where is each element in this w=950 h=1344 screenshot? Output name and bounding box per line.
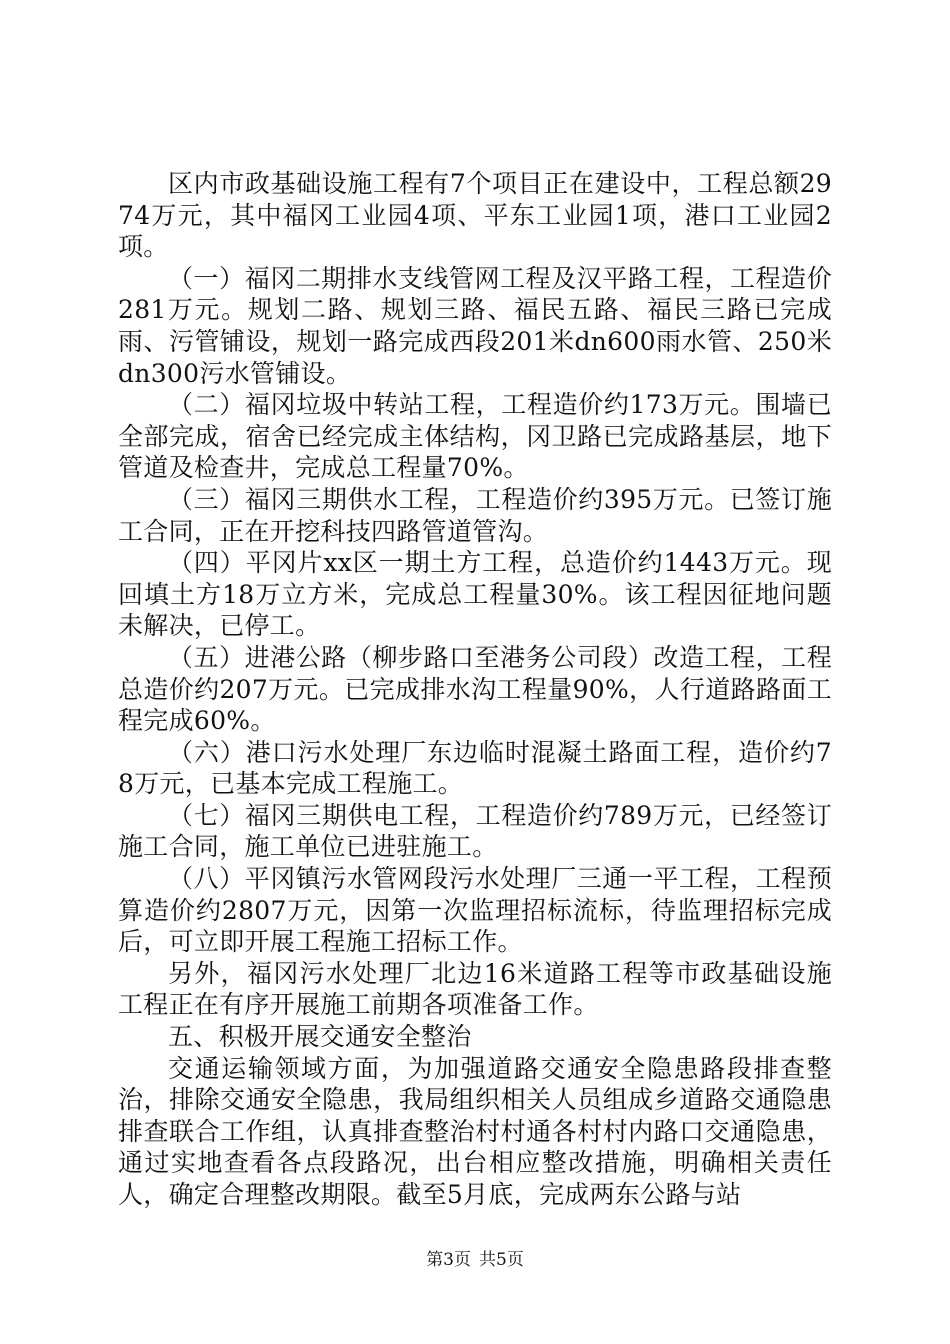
section-heading: 五、积极开展交通安全整治 — [168, 1022, 472, 1052]
page-footer — [0, 1249, 950, 1271]
page-number-current: 第3页 — [426, 1250, 471, 1270]
paragraph-item-2: （二）福冈垃圾中转站工程，工程造价约173万元。围墙已全部完成，宿舍已经完成主体结构，冈卫路已完成路基层，地下管道及检查井，完成总工程量70%。 — [118, 390, 832, 483]
paragraph-additional: 另外，福冈污水处理厂北边16米道路工程等市政基础设施工程正在有序开展施工前期各项准备工作。 — [118, 958, 832, 1020]
paragraph-traffic: 交通运输领域方面，为加强道路交通安全隐患路段排查整治，排除交通安全隐患，我局组织相关人员组成乡道路交通隐患排查联合工作组，认真排查整治村村通各村村内路口交通隐患，通过实地查看各点段路况，出台相应整改措施，明确相关责任人，确定合理整改期限。截至5月底，完成两东公路与站 — [118, 1053, 832, 1209]
paragraph-intro: 区内市政基础设施工程有7个项目正在建设中，工程总额2974万元，其中福冈工业园4项、平东工业园1项，港口工业园2项。 — [118, 169, 832, 262]
paragraph-item-1: （一）福冈二期排水支线管网工程及汉平路工程，工程造价281万元。规划二路、规划三路、福民五路、福民三路已完成雨、污管铺设，规划一路完成西段201米dn600雨水管、250米dn300污水管铺设。 — [118, 263, 832, 388]
paragraph-item-6: （六）港口污水处理厂东边临时混凝土路面工程，造价约78万元，已基本完成工程施工。 — [118, 737, 832, 799]
paragraph-item-7: （七）福冈三期供电工程，工程造价约789万元，已经签订施工合同，施工单位已进驻施工。 — [118, 800, 832, 862]
paragraph-item-8: （八）平冈镇污水管网段污水处理厂三通一平工程，工程预算造价约2807万元，因第一次监理招标流标，待监理招标完成后，可立即开展工程施工招标工作。 — [118, 864, 832, 957]
document-body — [118, 168, 832, 1211]
paragraph-item-3: （三）福冈三期供水工程，工程造价约395万元。已签订施工合同，正在开挖科技四路管道管沟。 — [118, 484, 832, 546]
paragraph-item-4: （四）平冈片xx区一期土方工程，总造价约1443万元。现回填土方18万立方米，完成总工程量30%。该工程因征地问题未解决，已停工。 — [118, 548, 832, 641]
paragraph-item-5: （五）进港公路（柳步路口至港务公司段）改造工程，工程总造价约207万元。已完成排水沟工程量90%，人行道路路面工程完成60%。 — [118, 642, 832, 736]
page-number-total: 共5页 — [479, 1250, 524, 1270]
